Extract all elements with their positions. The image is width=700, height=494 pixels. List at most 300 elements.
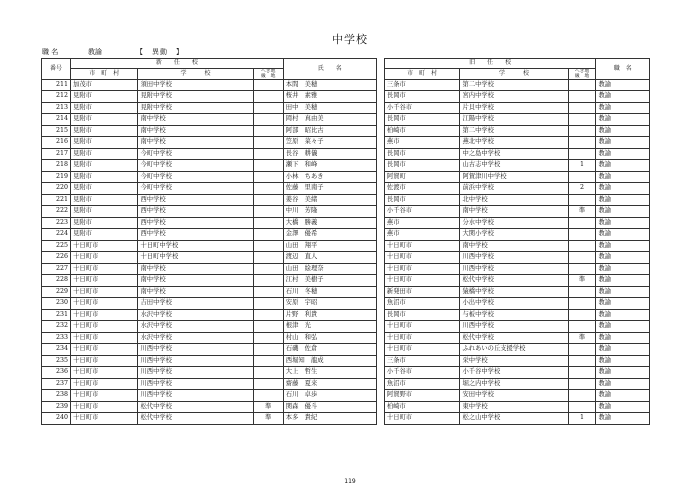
name-cell: 齋藤 夏来	[283, 378, 376, 390]
table-row	[42, 240, 650, 252]
table-row	[42, 125, 650, 137]
header-old-school: 学 校	[460, 68, 568, 79]
old-school-cell: 川西中学校	[460, 252, 568, 264]
position-cell: 教諭	[596, 263, 650, 275]
new-remote-cell	[253, 298, 283, 310]
new-school-cell: 吉田中学校	[138, 298, 253, 310]
old-school-cell: ふれあいの丘支援学校	[460, 344, 568, 356]
old-city-cell: 燕市	[384, 217, 460, 229]
new-city-cell: 見附市	[71, 194, 138, 206]
header-old-remote-label: へき地 級 地	[574, 68, 590, 79]
new-school-cell: 水沢中学校	[138, 309, 253, 321]
old-school-cell: 東中学校	[460, 401, 568, 413]
old-remote-cell	[568, 194, 596, 206]
old-remote-cell	[568, 390, 596, 402]
position-cell: 教諭	[596, 148, 650, 160]
new-school-cell: 川西中学校	[138, 344, 253, 356]
position-cell: 教諭	[596, 183, 650, 195]
new-remote-cell	[253, 378, 283, 390]
new-city-cell: 見附市	[71, 206, 138, 218]
new-remote-cell	[253, 286, 283, 298]
position-cell: 教諭	[596, 367, 650, 379]
position-cell: 教諭	[596, 102, 650, 114]
row-number: 236	[42, 367, 71, 379]
name-cell: 渡辺 直人	[283, 252, 376, 264]
old-city-cell: 燕市	[384, 137, 460, 149]
old-city-cell: 十日町市	[384, 344, 460, 356]
position-cell: 教諭	[596, 332, 650, 344]
row-number: 234	[42, 344, 71, 356]
name-cell: 山田 絵理奈	[283, 263, 376, 275]
row-number: 213	[42, 102, 71, 114]
new-remote-cell	[253, 217, 283, 229]
old-city-cell: 燕市	[384, 229, 460, 241]
old-remote-cell	[568, 229, 596, 241]
old-school-cell: 南中学校	[460, 206, 568, 218]
old-city-cell: 十日町市	[384, 263, 460, 275]
page-title: 中学校	[332, 33, 368, 46]
position-cell: 教諭	[596, 390, 650, 402]
old-school-cell: 第二中学校	[460, 79, 568, 91]
name-cell: 姜谷 美緒	[283, 194, 376, 206]
table-row	[42, 355, 650, 367]
column-gap	[376, 378, 384, 390]
column-gap	[376, 275, 384, 287]
new-school-cell: 須田中学校	[138, 79, 253, 91]
old-school-cell: 松之山中学校	[460, 413, 568, 425]
old-school-cell: 川西中学校	[460, 263, 568, 275]
column-gap	[376, 413, 384, 425]
position-cell: 教諭	[596, 79, 650, 91]
position-cell: 教諭	[596, 137, 650, 149]
table-row	[42, 206, 650, 218]
new-remote-cell	[253, 79, 283, 91]
new-remote-cell	[253, 321, 283, 333]
table-row	[42, 332, 650, 344]
table-row	[42, 275, 650, 287]
new-city-cell: 十日町市	[71, 309, 138, 321]
header-name: 氏 名	[283, 59, 376, 80]
old-remote-cell	[568, 286, 596, 298]
old-city-cell: 新発田市	[384, 286, 460, 298]
column-gap	[376, 183, 384, 195]
new-remote-cell: 準	[253, 413, 283, 425]
old-remote-cell	[568, 309, 596, 321]
name-cell: 本間 美穂	[283, 79, 376, 91]
row-number: 238	[42, 390, 71, 402]
new-school-cell: 水沢中学校	[138, 321, 253, 333]
position-cell: 教諭	[596, 171, 650, 183]
name-cell: 西堀知 龍成	[283, 355, 376, 367]
page-number: 119	[344, 478, 356, 485]
name-cell: 根津 光	[283, 321, 376, 333]
old-city-cell: 小千谷市	[384, 102, 460, 114]
table-row	[42, 286, 650, 298]
name-cell: 中川 芳隆	[283, 206, 376, 218]
old-remote-cell	[568, 378, 596, 390]
column-gap	[376, 263, 384, 275]
new-city-cell: 十日町市	[71, 332, 138, 344]
old-school-cell: 阿賀津川中学校	[460, 171, 568, 183]
new-school-cell: 今町中学校	[138, 183, 253, 195]
name-cell: 金澤 優希	[283, 229, 376, 241]
row-number: 226	[42, 252, 71, 264]
new-city-cell: 見附市	[71, 229, 138, 241]
new-remote-cell	[253, 114, 283, 126]
name-cell: 瀬下 和峰	[283, 160, 376, 172]
table-row	[42, 390, 650, 402]
header-new-city: 市 町 村	[71, 68, 138, 79]
new-remote-cell	[253, 275, 283, 287]
row-number: 216	[42, 137, 71, 149]
position-cell: 教諭	[596, 401, 650, 413]
old-city-cell: 三条市	[384, 355, 460, 367]
position-cell: 教諭	[596, 229, 650, 241]
new-city-cell: 見附市	[71, 183, 138, 195]
header-new-post: 新 任 校	[71, 59, 284, 69]
position-label: 職 名	[42, 48, 59, 56]
new-remote-cell	[253, 309, 283, 321]
table-row	[42, 263, 650, 275]
new-remote-cell	[253, 252, 283, 264]
column-gap	[376, 344, 384, 356]
table-row	[42, 413, 650, 425]
old-city-cell: 十日町市	[384, 332, 460, 344]
column-gap	[376, 160, 384, 172]
name-cell: 石川 冬穂	[283, 286, 376, 298]
table-row	[42, 171, 650, 183]
table-row	[42, 79, 650, 91]
new-city-cell: 十日町市	[71, 298, 138, 310]
table-row	[42, 160, 650, 172]
old-school-cell: 片貝中学校	[460, 102, 568, 114]
old-city-cell: 長岡市	[384, 309, 460, 321]
old-city-cell: 魚沼市	[384, 378, 460, 390]
name-cell: 佐藤 里南子	[283, 183, 376, 195]
old-city-cell: 長岡市	[384, 148, 460, 160]
name-cell: 山田 翔平	[283, 240, 376, 252]
old-city-cell: 阿賀野市	[384, 390, 460, 402]
old-school-cell: 与板中学校	[460, 309, 568, 321]
new-school-cell: 川西中学校	[138, 367, 253, 379]
new-remote-cell	[253, 206, 283, 218]
old-remote-cell	[568, 79, 596, 91]
old-remote-cell	[568, 102, 596, 114]
old-remote-cell	[568, 298, 596, 310]
old-remote-cell	[568, 367, 596, 379]
old-remote-cell	[568, 171, 596, 183]
table-body	[42, 79, 650, 424]
row-number: 220	[42, 183, 71, 195]
old-remote-cell	[568, 114, 596, 126]
old-school-cell: 松代中学校	[460, 332, 568, 344]
table-row	[42, 378, 650, 390]
new-city-cell: 見附市	[71, 114, 138, 126]
new-school-cell: 南中学校	[138, 275, 253, 287]
new-school-cell: 見附中学校	[138, 102, 253, 114]
table-row	[42, 148, 650, 160]
old-remote-cell	[568, 91, 596, 103]
meta-line	[42, 47, 184, 57]
old-city-cell: 小千谷市	[384, 206, 460, 218]
new-school-cell: 見附中学校	[138, 91, 253, 103]
new-remote-cell	[253, 183, 283, 195]
new-city-cell: 見附市	[71, 137, 138, 149]
old-city-cell: 十日町市	[384, 240, 460, 252]
new-school-cell: 西中学校	[138, 194, 253, 206]
name-cell: 安原 宇昭	[283, 298, 376, 310]
new-school-cell: 川西中学校	[138, 355, 253, 367]
row-number: 232	[42, 321, 71, 333]
table-row	[42, 194, 650, 206]
column-gap	[376, 367, 384, 379]
name-cell: 石磯 佐倉	[283, 344, 376, 356]
move-type: 【 異動 】	[136, 48, 184, 56]
position-cell: 教諭	[596, 275, 650, 287]
position-cell: 教諭	[596, 217, 650, 229]
position-cell: 教諭	[596, 321, 650, 333]
row-number: 240	[42, 413, 71, 425]
new-remote-cell	[253, 229, 283, 241]
new-city-cell: 見附市	[71, 217, 138, 229]
new-school-cell: 川西中学校	[138, 390, 253, 402]
new-remote-cell	[253, 91, 283, 103]
old-school-cell: 堀之内中学校	[460, 378, 568, 390]
new-city-cell: 見附市	[71, 148, 138, 160]
new-school-cell: 水沢中学校	[138, 332, 253, 344]
table-row	[42, 367, 650, 379]
position-cell: 教諭	[596, 125, 650, 137]
column-gap	[376, 137, 384, 149]
old-city-cell: 佐渡市	[384, 183, 460, 195]
old-city-cell: 長岡市	[384, 160, 460, 172]
column-gap	[376, 298, 384, 310]
name-cell: 大上 哲生	[283, 367, 376, 379]
name-cell: 江村 美樹子	[283, 275, 376, 287]
row-number: 214	[42, 114, 71, 126]
row-number: 233	[42, 332, 71, 344]
new-remote-cell	[253, 355, 283, 367]
table-row	[42, 102, 650, 114]
old-school-cell: 栄中学校	[460, 355, 568, 367]
position-cell: 教諭	[596, 344, 650, 356]
header-old-post: 旧 任 校	[384, 59, 596, 69]
column-gap	[376, 229, 384, 241]
new-remote-cell	[253, 102, 283, 114]
row-number: 228	[42, 275, 71, 287]
column-gap	[376, 355, 384, 367]
new-remote-cell	[253, 344, 283, 356]
table-header	[42, 59, 650, 80]
column-gap	[376, 79, 384, 91]
new-remote-cell: 準	[253, 401, 283, 413]
position-cell: 教諭	[596, 413, 650, 425]
new-school-cell: 南中学校	[138, 286, 253, 298]
old-city-cell: 阿賀町	[384, 171, 460, 183]
row-number: 227	[42, 263, 71, 275]
new-school-cell: 南中学校	[138, 114, 253, 126]
old-city-cell: 長岡市	[384, 194, 460, 206]
old-city-cell: 三条市	[384, 79, 460, 91]
old-school-cell: 江陽中学校	[460, 114, 568, 126]
old-school-cell: 猿橋中学校	[460, 286, 568, 298]
old-remote-cell	[568, 252, 596, 264]
header-number: 番号	[42, 59, 71, 80]
column-gap	[376, 206, 384, 218]
new-city-cell: 十日町市	[71, 401, 138, 413]
row-number: 230	[42, 298, 71, 310]
old-school-cell: 安田中学校	[460, 390, 568, 402]
new-remote-cell	[253, 263, 283, 275]
column-gap	[376, 286, 384, 298]
new-city-cell: 十日町市	[71, 263, 138, 275]
old-city-cell: 十日町市	[384, 321, 460, 333]
header-new-remote	[253, 68, 283, 79]
new-city-cell: 見附市	[71, 160, 138, 172]
row-number: 221	[42, 194, 71, 206]
header-new-remote-label: へき地 級 地	[260, 68, 276, 79]
table-row	[42, 344, 650, 356]
new-remote-cell	[253, 137, 283, 149]
new-city-cell: 加茂市	[71, 79, 138, 91]
row-number: 231	[42, 309, 71, 321]
header-position: 職 名	[596, 59, 650, 80]
new-school-cell: 十日町中学校	[138, 240, 253, 252]
old-school-cell: 宮内中学校	[460, 91, 568, 103]
column-gap	[376, 171, 384, 183]
old-remote-cell	[568, 401, 596, 413]
column-gap	[376, 59, 384, 80]
new-remote-cell	[253, 332, 283, 344]
column-gap	[376, 125, 384, 137]
old-remote-cell: 準	[568, 206, 596, 218]
old-school-cell: 松代中学校	[460, 275, 568, 287]
old-school-cell: 中之島中学校	[460, 148, 568, 160]
old-school-cell: 前浜中学校	[460, 183, 568, 195]
new-city-cell: 見附市	[71, 91, 138, 103]
position-cell: 教諭	[596, 194, 650, 206]
old-remote-cell	[568, 321, 596, 333]
name-cell: 田中 美穂	[283, 102, 376, 114]
new-city-cell: 十日町市	[71, 275, 138, 287]
transfer-table	[41, 58, 650, 425]
row-number: 215	[42, 125, 71, 137]
column-gap	[376, 321, 384, 333]
position-cell: 教諭	[596, 91, 650, 103]
new-remote-cell	[253, 171, 283, 183]
new-remote-cell	[253, 194, 283, 206]
column-gap	[376, 252, 384, 264]
old-school-cell: 小千谷中学校	[460, 367, 568, 379]
old-remote-cell	[568, 137, 596, 149]
header-old-remote	[568, 68, 596, 79]
name-cell: 石川 卓歩	[283, 390, 376, 402]
new-school-cell: 川西中学校	[138, 378, 253, 390]
new-city-cell: 十日町市	[71, 367, 138, 379]
old-remote-cell: 2	[568, 183, 596, 195]
old-school-cell: 北中学校	[460, 194, 568, 206]
new-city-cell: 十日町市	[71, 390, 138, 402]
row-number: 217	[42, 148, 71, 160]
new-school-cell: 今町中学校	[138, 171, 253, 183]
name-cell: 長谷 耕儀	[283, 148, 376, 160]
row-number: 237	[42, 378, 71, 390]
table-row	[42, 114, 650, 126]
new-school-cell: 松代中学校	[138, 413, 253, 425]
name-cell: 桜井 素雅	[283, 91, 376, 103]
new-city-cell: 十日町市	[71, 413, 138, 425]
new-city-cell: 十日町市	[71, 321, 138, 333]
row-number: 212	[42, 91, 71, 103]
table-row	[42, 91, 650, 103]
position-cell: 教諭	[596, 298, 650, 310]
new-school-cell: 今町中学校	[138, 160, 253, 172]
new-remote-cell	[253, 148, 283, 160]
old-remote-cell	[568, 148, 596, 160]
position-value: 教諭	[88, 48, 102, 56]
old-school-cell: 南中学校	[460, 240, 568, 252]
name-cell: 片野 利貴	[283, 309, 376, 321]
new-remote-cell	[253, 367, 283, 379]
position-cell: 教諭	[596, 286, 650, 298]
column-gap	[376, 194, 384, 206]
new-city-cell: 見附市	[71, 102, 138, 114]
row-number: 223	[42, 217, 71, 229]
old-city-cell: 小千谷市	[384, 367, 460, 379]
column-gap	[376, 309, 384, 321]
column-gap	[376, 148, 384, 160]
new-school-cell: 南中学校	[138, 125, 253, 137]
name-cell: 関森 優斗	[283, 401, 376, 413]
table-row	[42, 217, 650, 229]
new-school-cell: 今町中学校	[138, 148, 253, 160]
name-cell: 岡村 真由美	[283, 114, 376, 126]
position-cell: 教諭	[596, 309, 650, 321]
old-school-cell: 山古志中学校	[460, 160, 568, 172]
new-school-cell: 西中学校	[138, 217, 253, 229]
new-city-cell: 十日町市	[71, 286, 138, 298]
table-row	[42, 137, 650, 149]
column-gap	[376, 114, 384, 126]
old-school-cell: 大関小学校	[460, 229, 568, 241]
row-number: 239	[42, 401, 71, 413]
new-school-cell: 十日町中学校	[138, 252, 253, 264]
header-old-city: 市 町 村	[384, 68, 460, 79]
position-cell: 教諭	[596, 114, 650, 126]
row-number: 211	[42, 79, 71, 91]
old-city-cell: 柏崎市	[384, 125, 460, 137]
row-number: 235	[42, 355, 71, 367]
new-school-cell: 西中学校	[138, 206, 253, 218]
table-row	[42, 298, 650, 310]
old-school-cell: 川西中学校	[460, 321, 568, 333]
new-city-cell: 十日町市	[71, 344, 138, 356]
row-number: 224	[42, 229, 71, 241]
new-city-cell: 十日町市	[71, 240, 138, 252]
row-number: 219	[42, 171, 71, 183]
new-city-cell: 十日町市	[71, 355, 138, 367]
new-city-cell: 十日町市	[71, 378, 138, 390]
name-cell: 小林 ちあき	[283, 171, 376, 183]
name-cell: 大橋 勝義	[283, 217, 376, 229]
column-gap	[376, 217, 384, 229]
new-school-cell: 南中学校	[138, 263, 253, 275]
name-cell: 本多 貴紀	[283, 413, 376, 425]
old-remote-cell	[568, 125, 596, 137]
old-city-cell: 長岡市	[384, 114, 460, 126]
old-city-cell: 柏崎市	[384, 401, 460, 413]
column-gap	[376, 91, 384, 103]
